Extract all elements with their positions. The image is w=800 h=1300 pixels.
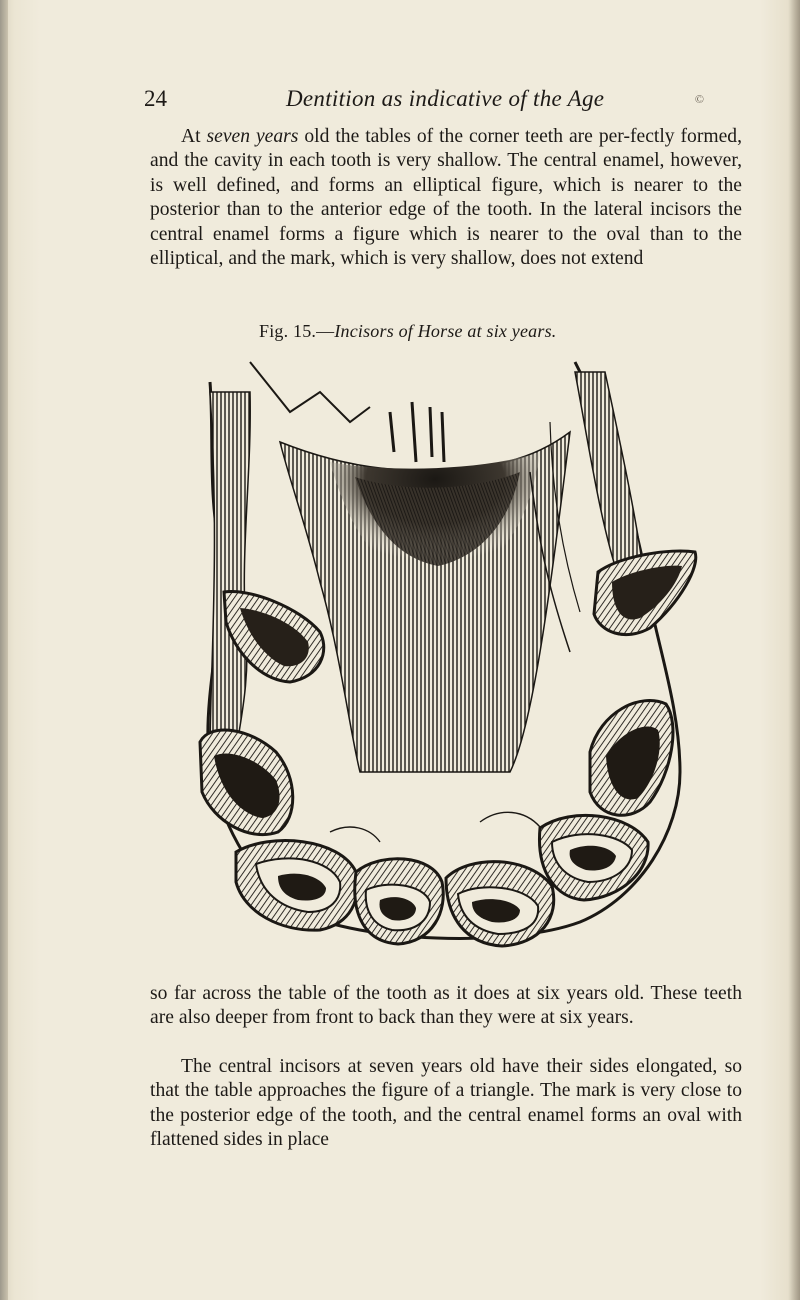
running-title: Dentition as indicative of the Age (286, 86, 605, 111)
figure-caption (259, 321, 557, 342)
binding-shadow (0, 0, 8, 1300)
paragraph-2: so far across the table of the tooth as it does at six years old. These teeth are also deeper from front to back than they were at six years. (150, 983, 742, 1029)
paragraph-1-emphasis: seven years (206, 126, 299, 147)
page-edge-shadow (788, 0, 800, 1300)
page-mark: © (694, 92, 704, 106)
paragraph-1-lead: At (181, 126, 207, 147)
page-number: 24 (144, 86, 167, 111)
paragraph-1-rest: old the tables of the corner teeth are per-fectly formed, and the cavity in each tooth is very shallow. The central enamel, however, is well defined, and forms an elliptical figure, which is nearer to the posterior than to the anterior edge of the tooth. In the lateral incisors the central enamel forms a figure which is nearer to the oval than to the elliptical, and the mark, which is very shallow, does not extend (150, 126, 742, 270)
incisors-engraving (180, 352, 720, 952)
figure-caption-title: Incisors of Horse at six years. (334, 321, 557, 341)
incisors-illustration (180, 352, 720, 952)
paragraph-3: The central incisors at seven years old have their sides elongated, so that the table approaches the figure of a triangle. The mark is very close to the posterior edge of the tooth, and the central enamel forms an oval with flattened sides in place (150, 1056, 742, 1151)
running-head (144, 86, 704, 116)
paragraph-1 (150, 125, 742, 271)
figure-caption-prefix: Fig. 15.— (259, 321, 335, 341)
